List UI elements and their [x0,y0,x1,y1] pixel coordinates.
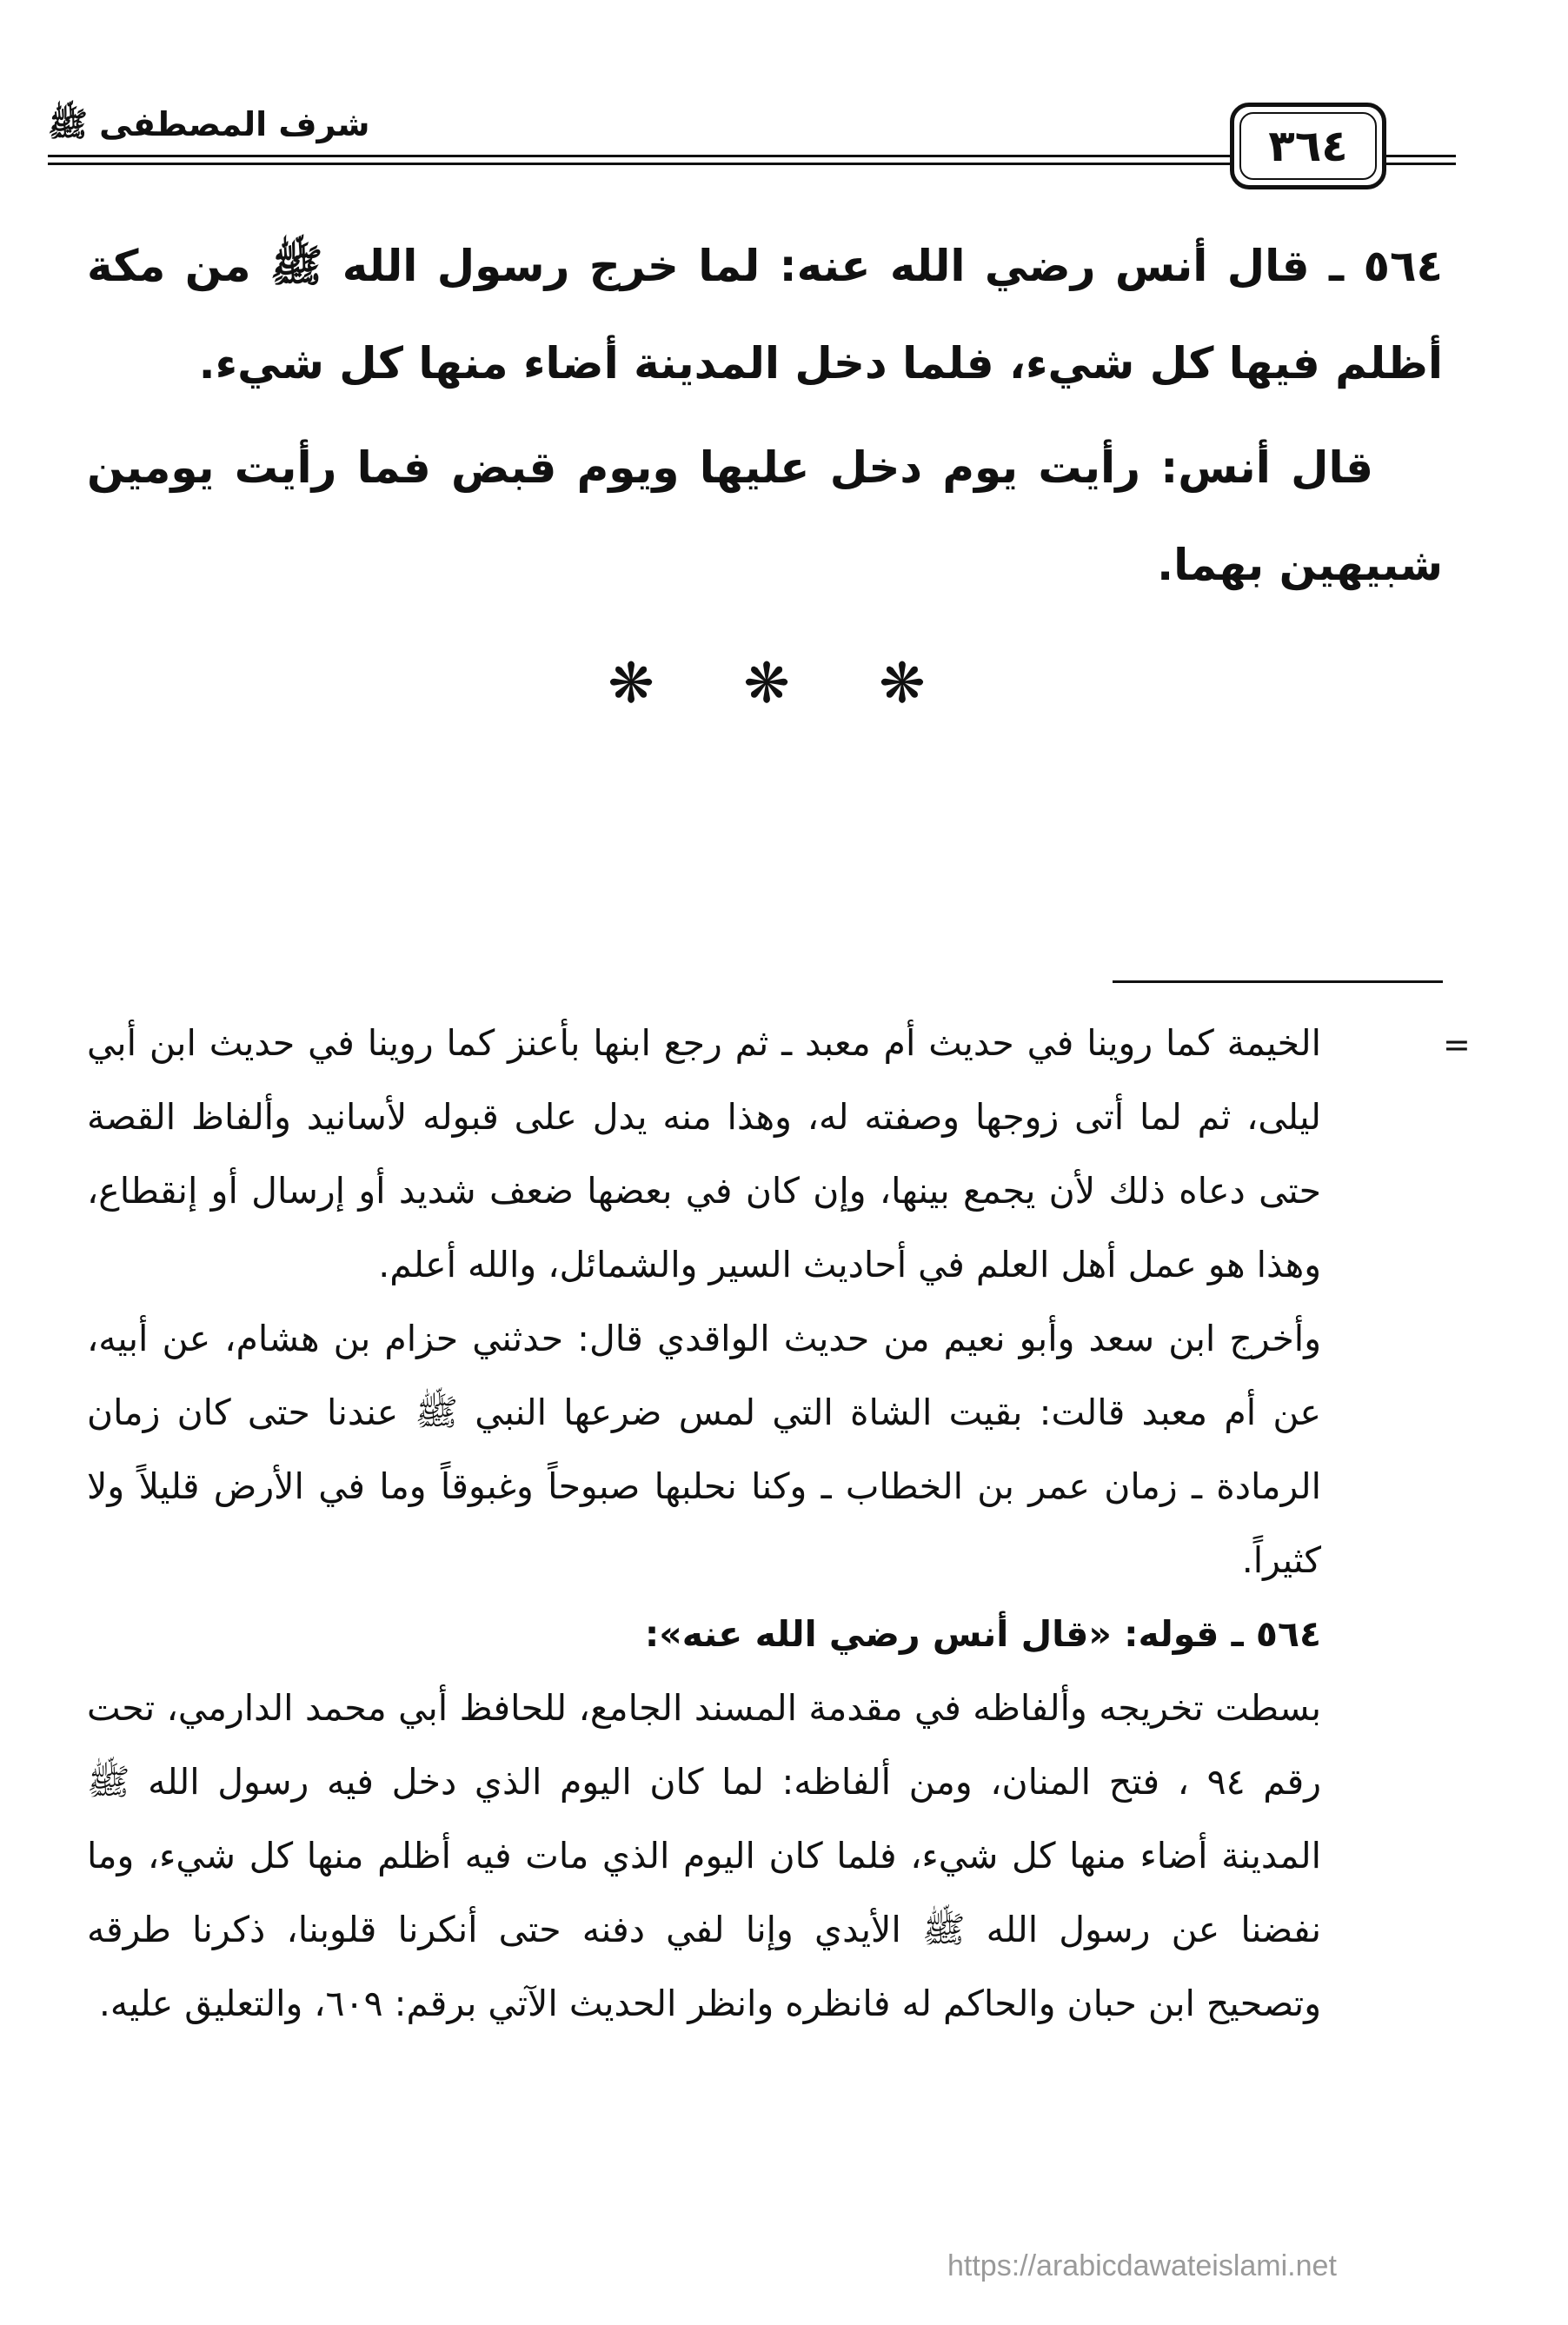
hadith-paragraph-continued: قال أنس: رأيت يوم دخل عليها ويوم قبض فما رأيت يومين شبيهين بهما. [87,442,1443,590]
header-rule-right-top [1386,155,1456,157]
footnote-rule [1113,980,1443,983]
hadith-paragraph: ٥٦٤ ـ قال أنس رضي الله عنه: لما خرج رسول الله ﷺ من مكة أظلم فيها كل شيء، فلما دخل المدينة أضاء منها كل شيء. [87,241,1443,389]
running-header-title: شرف المصطفى ﷺ [48,105,370,143]
footnotes [87,1006,1321,2041]
footnote-heading: ٥٦٤ ـ قوله: «قال أنس رضي الله عنه»: [644,1613,1321,1655]
header-rule-right-bottom [1386,163,1456,165]
page-number-frame [1230,103,1386,189]
footnote-paragraph: الخيمة كما روينا في حديث أم معبد ـ ثم رجع ابنها بأعنز كما روينا في حديث ابن أبي ليلى، ثم لما أتى زوجها وصفته له، وهذا منه يدل على قبوله لأسانيد وألفاظ القصة حتى دعاه ذلك لأن يجمع بينها، وإن كان في بعضها ضعف شديد أو إرسال أو إنقطاع، وهذا هو عمل أهل العلم في أحاديث السير والشمائل، والله أعلم. [87,1022,1321,1285]
section-separator: ❋ ❋ ❋ [608,652,960,716]
watermark-url: https://arabicdawateislami.net [947,2249,1337,2282]
page-number: ٣٦٤ [1268,121,1348,171]
footnote-paragraph: بسطت تخريجه وألفاظه في مقدمة المسند الجامع، للحافظ أبي محمد الدارمي، تحت رقم ٩٤ ، فتح المنان، ومن ألفاظه: لما كان اليوم الذي دخل فيه رسول الله ﷺ المدينة أضاء منها كل شيء، فلما كان اليوم الذي مات فيه أظلم منها كل شيء، وما نفضنا عن رسول الله ﷺ الأيدي وإنا لفي دفنه حتى أنكرنا قلوبنا، ذكرنا طرقه وتصحيح ابن حبان والحاكم له فانظره وانظر الحديث الآتي برقم: ٦٠٩، والتعليق عليه. [87,1687,1321,2024]
header-rule-bottom [48,163,1230,165]
footnote-continuation-mark: = [1443,1026,1471,1064]
footnote-paragraph: وأخرج ابن سعد وأبو نعيم من حديث الواقدي قال: حدثني حزام بن هشام، عن أبيه، عن أم معبد قالت: بقيت الشاة التي لمس ضرعها النبي ﷺ عندنا حتى كان زمان الرمادة ـ زمان عمر بن الخطاب ـ وكنا نحلبها صبوحاً وغبوقاً وما في الأرض قليلاً ولا كثيراً. [87,1318,1321,1581]
header-rule-top [48,155,1230,157]
main-text [87,217,1443,621]
